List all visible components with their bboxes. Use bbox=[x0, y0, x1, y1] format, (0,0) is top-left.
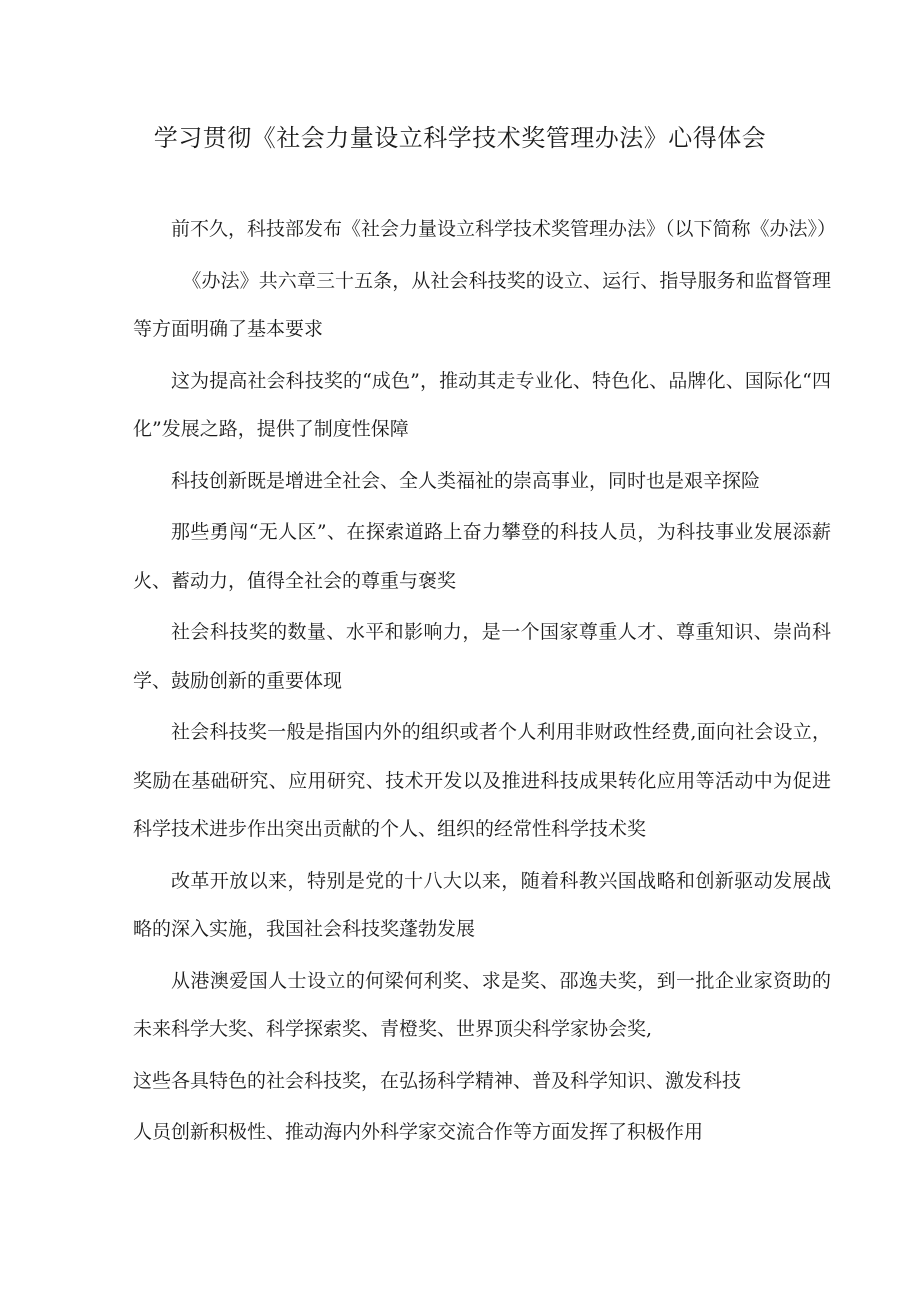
paragraph-3: 这为提高社会科技奖的“成色”，推动其走专业化、特色化、品牌化、国际化“四化”发展之路，提供了制度性保障 bbox=[133, 369, 831, 440]
paragraph-6: 社会科技奖的数量、水平和影响力，是一个国家尊重人才、尊重知识、崇尚科学、鼓励创新的重要体现 bbox=[133, 621, 831, 692]
paragraph-10: 这些各具特色的社会科技奖，在弘扬科学精神、普及科学知识、激发科技 bbox=[133, 1069, 742, 1092]
paragraph-8: 改革开放以来，特别是党的十八大以来，随着科教兴国战略和创新驱动发展战略的深入实施，我国社会科技奖蓬勃发展 bbox=[133, 869, 831, 940]
paragraph-4: 科技创新既是增进全社会、全人类福祉的崇高事业，同时也是艰辛探险 bbox=[171, 469, 761, 492]
paragraph-7: 社会科技奖一般是指国内外的组织或者个人利用非财政性经费,面向社会设立，奖励在基础研究、应用研究、技术开发以及推进科技成果转化应用等活动中为促进科学技术进步作出突出贡献的个人、组织的经常性科学技术奖 bbox=[133, 721, 831, 840]
document-body bbox=[133, 205, 837, 1160]
paragraph-2: 《办法》共六章三十五条，从社会科技奖的设立、运行、指导服务和监督管理等方面明确了基本要求 bbox=[133, 269, 831, 340]
document-title: 学习贯彻《社会力量设立科学技术奖管理办法》心得体会 bbox=[153, 124, 767, 152]
paragraph-9: 从港澳爱国人士设立的何梁何利奖、求是奖、邵逸夫奖，到一批企业家资助的未来科学大奖、科学探索奖、青橙奖、世界顶尖科学家协会奖, bbox=[133, 969, 831, 1040]
paragraph-1: 前不久，科技部发布《社会力量设立科学技术奖管理办法》（以下简称《办法》） bbox=[171, 218, 837, 240]
paragraph-5: 那些勇闯“无人区”、在探索道路上奋力攀登的科技人员，为科技事业发展添薪火、蓄动力，值得全社会的尊重与褒奖 bbox=[133, 521, 831, 592]
paragraph-11: 人员创新积极性、推动海内外科学家交流合作等方面发挥了积极作用 bbox=[133, 1121, 704, 1143]
